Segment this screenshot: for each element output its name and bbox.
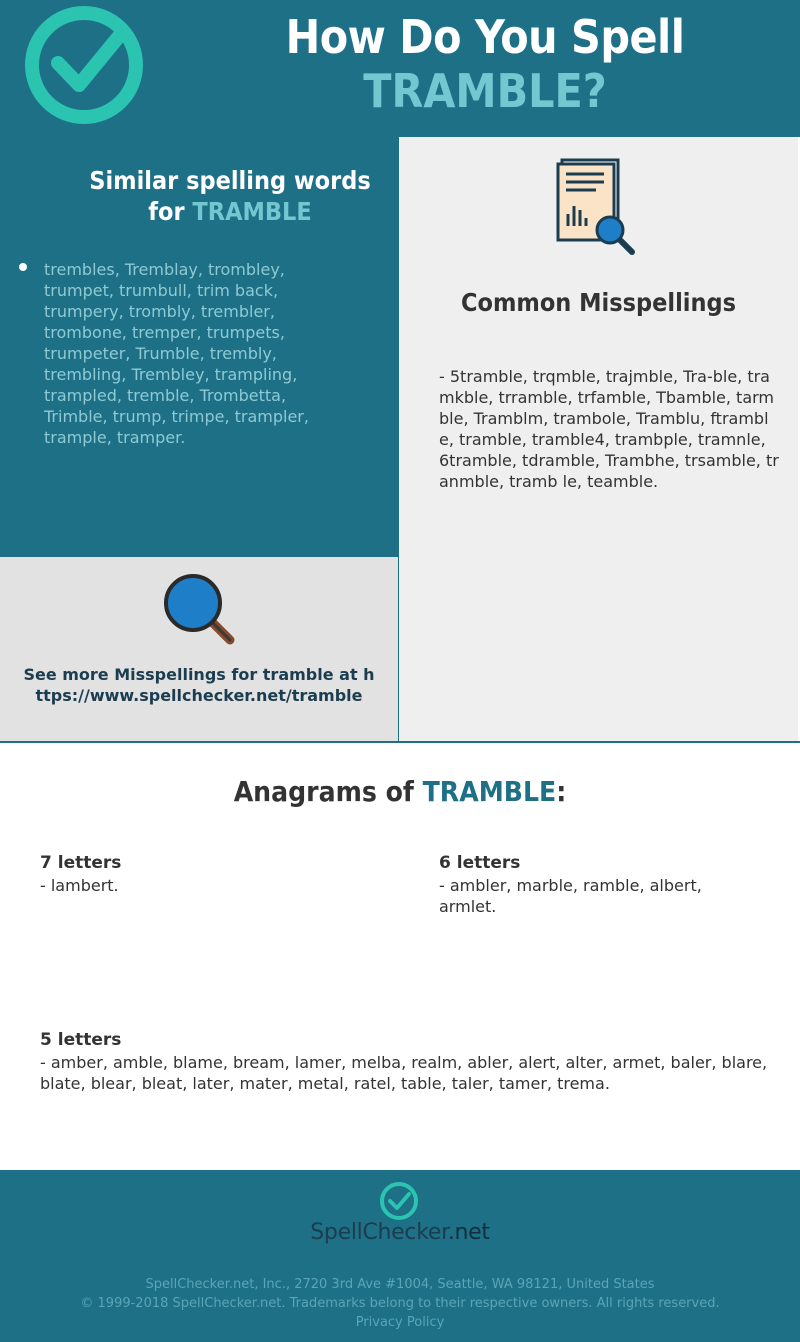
footer-brand-tld: .net [447, 1220, 490, 1245]
anagram-group-heading: 7 letters [40, 853, 122, 873]
anagram-group-5 [40, 1030, 785, 1094]
common-misspellings-heading: Common Misspellings [461, 288, 736, 317]
footer-brand-logo[interactable] [0, 1220, 800, 1245]
similar-heading-for: for [148, 197, 185, 226]
see-more-link[interactable]: See more Misspellings for tramble at https://www.spellchecker.net/tramble [23, 665, 375, 705]
anagrams-heading-prefix: Anagrams of [233, 775, 414, 808]
similar-words-heading [20, 165, 440, 227]
page-title-word: TRAMBLE? [363, 64, 607, 118]
anagram-group-7 [40, 853, 380, 896]
similar-heading-line2 [20, 196, 440, 227]
anagrams-heading-word: TRAMBLE [422, 775, 557, 808]
page-title: How Do You Spell [285, 10, 685, 64]
checkmark-circle-icon [24, 5, 144, 125]
footer-copyright: © 1999-2018 SpellChecker.net. Trademarks belong to their respective owners. All rights reserved. [80, 1296, 720, 1311]
similar-heading-word: TRAMBLE [192, 197, 312, 226]
anagram-group-heading: 5 letters [40, 1030, 122, 1050]
anagram-group-6 [439, 853, 759, 917]
similar-words-list: trembles, Tremblay, trombley, trumpet, trumbull, trim back, trumpery, trombly, trembler, trombone, tremper, trumpets, trumpeter, Trumble, trembly, trembling, Trembley, trampling, trampled, tremble, Trombetta, Trimble, trump, trimpe, trampler, trample, tramper. [44, 260, 309, 447]
anagrams-heading [0, 775, 800, 808]
footer-brand-main: SpellChecker [310, 1220, 448, 1245]
common-misspellings-list: - 5tramble, trqmble, trajmble, Tra-ble, tramkble, trramble, trfamble, Tbamble, tarmble, Tramblm, trambole, Tramblu, ftramble, tramble, tramble4, trambple, tramnle, 6tramble, tdramble, Trambhe, trsamble, tranmble, tramb le, teamble. [439, 367, 779, 491]
footer-address: SpellChecker.net, Inc., 2720 3rd Ave #1004, Seattle, WA 98121, United States [145, 1277, 655, 1292]
document-search-icon [556, 158, 640, 256]
anagrams-heading-suffix: : [556, 775, 567, 808]
vertical-divider [398, 137, 399, 742]
anagram-group-heading: 6 letters [439, 853, 521, 873]
similar-heading-line1: Similar spelling words [89, 166, 371, 195]
magnifier-icon [160, 570, 240, 650]
horizontal-divider [0, 741, 800, 743]
footer-privacy-link[interactable]: Privacy Policy [355, 1315, 445, 1330]
anagram-group-words: - amber, amble, blame, bream, lamer, melba, realm, abler, alert, alter, armet, baler, blare, blate, blear, bleat, later, mater, metal, ratel, table, taler, tamer, trema. [40, 1053, 768, 1093]
checkmark-circle-icon [378, 1180, 420, 1222]
anagram-group-words: - lambert. [40, 876, 119, 895]
list-bullet [19, 263, 27, 271]
anagram-group-words: - ambler, marble, ramble, albert, armlet. [439, 876, 702, 916]
